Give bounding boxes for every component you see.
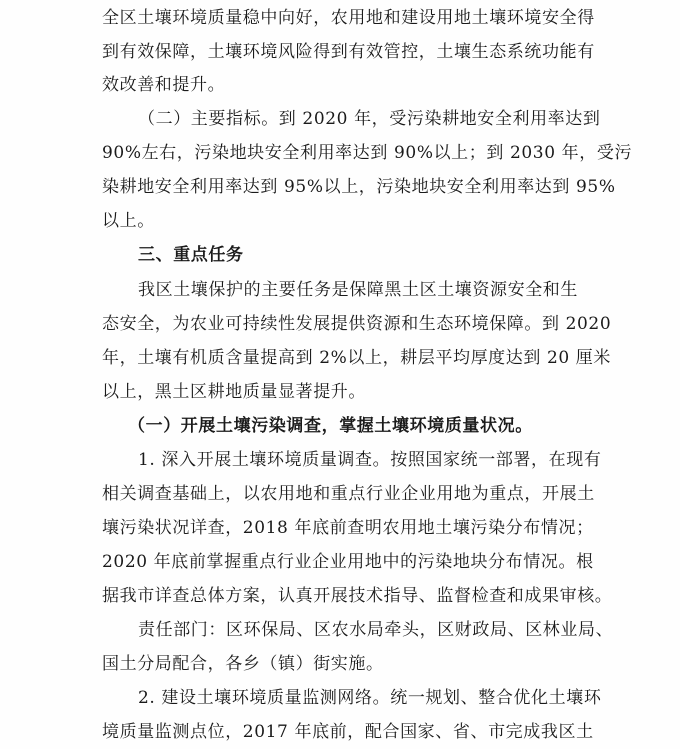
text-line: 相关调查基础上，以农用地和重点行业企业用地为重点，开展土 bbox=[102, 484, 595, 504]
text-line: 壤污染状况详查，2018 年底前查明农用地土壤污染分布情况； bbox=[102, 518, 594, 538]
text-line: 以上，黑土区耕地质量显著提升。 bbox=[102, 382, 366, 402]
text-line: 2. 建设土壤环境质量监测网络。统一规划、整合优化土壤环 bbox=[138, 688, 602, 708]
text-line: 以上。 bbox=[102, 211, 155, 231]
section-heading: 三、重点任务 bbox=[138, 245, 244, 265]
text-line: 据我市详查总体方案，认真开展技术指导、监督检查和成果审核。 bbox=[102, 586, 613, 606]
text-line: （二）主要指标。到 2020 年，受污染耕地安全利用率达到 bbox=[138, 109, 601, 129]
text-line: 效改善和提升。 bbox=[102, 75, 226, 95]
text-line: 到有效保障，土壤环境风险得到有效管控，土壤生态系统功能有 bbox=[102, 42, 595, 62]
text-line: 境质量监测点位，2017 年底前，配合国家、省、市完成我区土 bbox=[102, 722, 594, 742]
text-line: 我区土壤保护的主要任务是保障黑土区土壤资源安全和生 bbox=[138, 280, 578, 300]
text-line: 染耕地安全利用率达到 95%以上，污染地块安全利用率达到 95% bbox=[102, 177, 616, 197]
text-line: 2020 年底前掌握重点行业企业用地中的污染地块分布情况。根 bbox=[102, 552, 594, 572]
subsection-heading: （一）开展土壤污染调查，掌握土壤环境质量状况。 bbox=[128, 416, 533, 436]
text-line: 1. 深入开展土壤环境质量调查。按照国家统一部署，在现有 bbox=[138, 450, 602, 470]
text-line: 全区土壤环境质量稳中向好，农用地和建设用地土壤环境安全得 bbox=[102, 8, 595, 28]
text-line: 年，土壤有机质含量提高到 2%以上，耕层平均厚度达到 20 厘米 bbox=[102, 348, 612, 368]
text-line: 国土分局配合，各乡（镇）街实施。 bbox=[102, 654, 384, 674]
text-line: 态安全，为农业可持续性发展提供资源和生态环境保障。到 2020 bbox=[102, 314, 612, 334]
text-line: 90%左右，污染地块安全利用率达到 90%以上；到 2030 年，受污 bbox=[102, 143, 633, 163]
text-line: 责任部门：区环保局、区农水局牵头，区财政局、区林业局、 bbox=[138, 620, 614, 640]
